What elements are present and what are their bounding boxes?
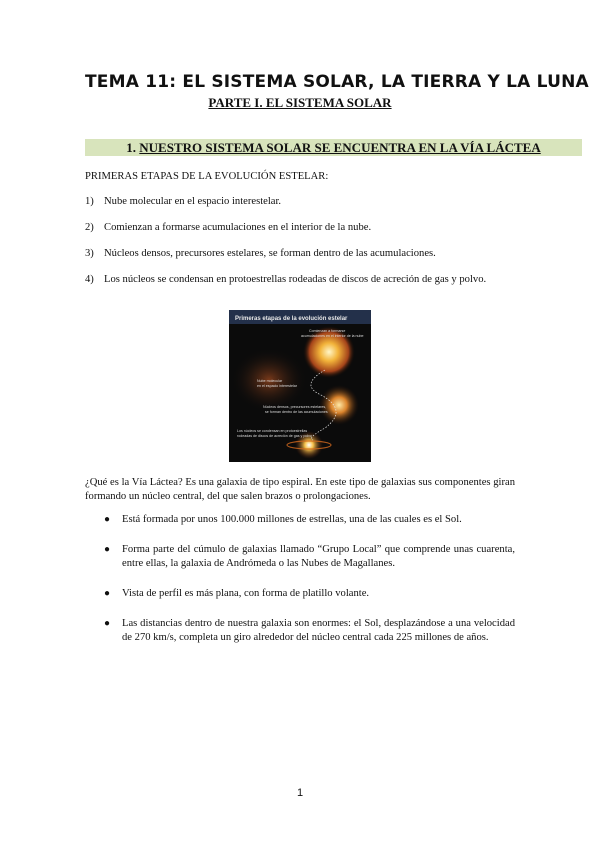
bullet-icon: ● (104, 514, 111, 525)
list-item-text: Núcleos densos, precursores estelares, se forman dentro de las acumulaciones. (104, 248, 436, 259)
list-item-text: Comienzan a formarse acumulaciones en el interior de la nube. (104, 222, 372, 233)
bullet-icon: ● (104, 588, 111, 599)
bullet-icon: ● (104, 544, 111, 555)
figure-label: se forman dentro de las acumulaciones (265, 410, 328, 414)
list-item (85, 247, 515, 261)
list-item-number: 1) (85, 196, 94, 207)
figure-label: Comienzan a formarse (309, 329, 346, 333)
paragraph-text: Es una galaxia de tipo espiral. En este tipo de galaxias sus componentes giran formando un núcleo central, del que salen brazos o prolongaciones. (85, 477, 515, 502)
milky-way-paragraph (85, 476, 515, 504)
list-item-text: Está formada por unos 100.000 millones de estrellas, una de las cuales es el Sol. (122, 514, 462, 525)
milky-way-facts-list (85, 513, 515, 661)
list-item-number: 2) (85, 222, 94, 233)
list-item-text: Los núcleos se condensan en protoestrellas rodeadas de discos de acreción de gas y polvo. (104, 274, 487, 285)
figure-label: Los núcleos se condensan en protoestrellas (237, 429, 308, 433)
stellar-evolution-figure (229, 310, 371, 462)
section-heading (85, 140, 582, 156)
list-item (85, 513, 515, 527)
list-item-text: Forma parte del cúmulo de galaxias llamado “Grupo Local” que comprende unas cuarenta, entre ellas, la galaxia de Andrómeda o las Nubes de Magallanes. (122, 544, 515, 569)
list-item (85, 587, 515, 601)
figure-label: en el espacio interestelar (257, 384, 297, 388)
stellar-evolution-illustration (229, 310, 371, 462)
list-item (85, 273, 515, 287)
paragraph-lead: ¿Qué es la Vía Láctea? (85, 477, 183, 488)
part-heading: PARTE I. EL SISTEMA SOLAR (208, 95, 392, 110)
figure-label: Nube molecular (257, 379, 283, 383)
list-item-number: 4) (85, 274, 94, 285)
list-item (85, 543, 515, 571)
stellar-evolution-subheading: PRIMERAS ETAPAS DE LA EVOLUCIÓN ESTELAR: (85, 171, 329, 182)
bullet-icon: ● (104, 618, 111, 629)
list-item (85, 617, 515, 645)
figure-label: Núcleos densos, precursores estelares, (263, 405, 327, 409)
list-item-text: Nube molecular en el espacio interestelar. (104, 196, 282, 207)
section-title-text: NUESTRO SISTEMA SOLAR SE ENCUENTRA EN LA VÍA LÁCTEA (139, 140, 541, 155)
figure-label: rodeadas de discos de acreción de gas y polvo (237, 434, 312, 438)
figure-label: acumulaciones en el interior de la nube (301, 334, 364, 338)
figure-title: Primeras etapas de la evolución estelar (235, 316, 348, 322)
list-item (85, 221, 515, 235)
list-item-text: Las distancias dentro de nuestra galaxia son enormes: el Sol, desplazándose a una velocidad de 270 km/s, completa un giro alrededor del núcleo central cada 225 millones de años. (122, 618, 515, 643)
page-number: 1 (296, 787, 304, 799)
evolution-steps-list (85, 195, 515, 299)
list-item-number: 3) (85, 248, 94, 259)
list-item (85, 195, 515, 209)
section-number: 1. (126, 140, 137, 155)
list-item-text: Vista de perfil es más plana, con forma de platillo volante. (122, 588, 370, 599)
document-title: TEMA 11: EL SISTEMA SOLAR, LA TIERRA Y LA LUNA (85, 72, 589, 92)
